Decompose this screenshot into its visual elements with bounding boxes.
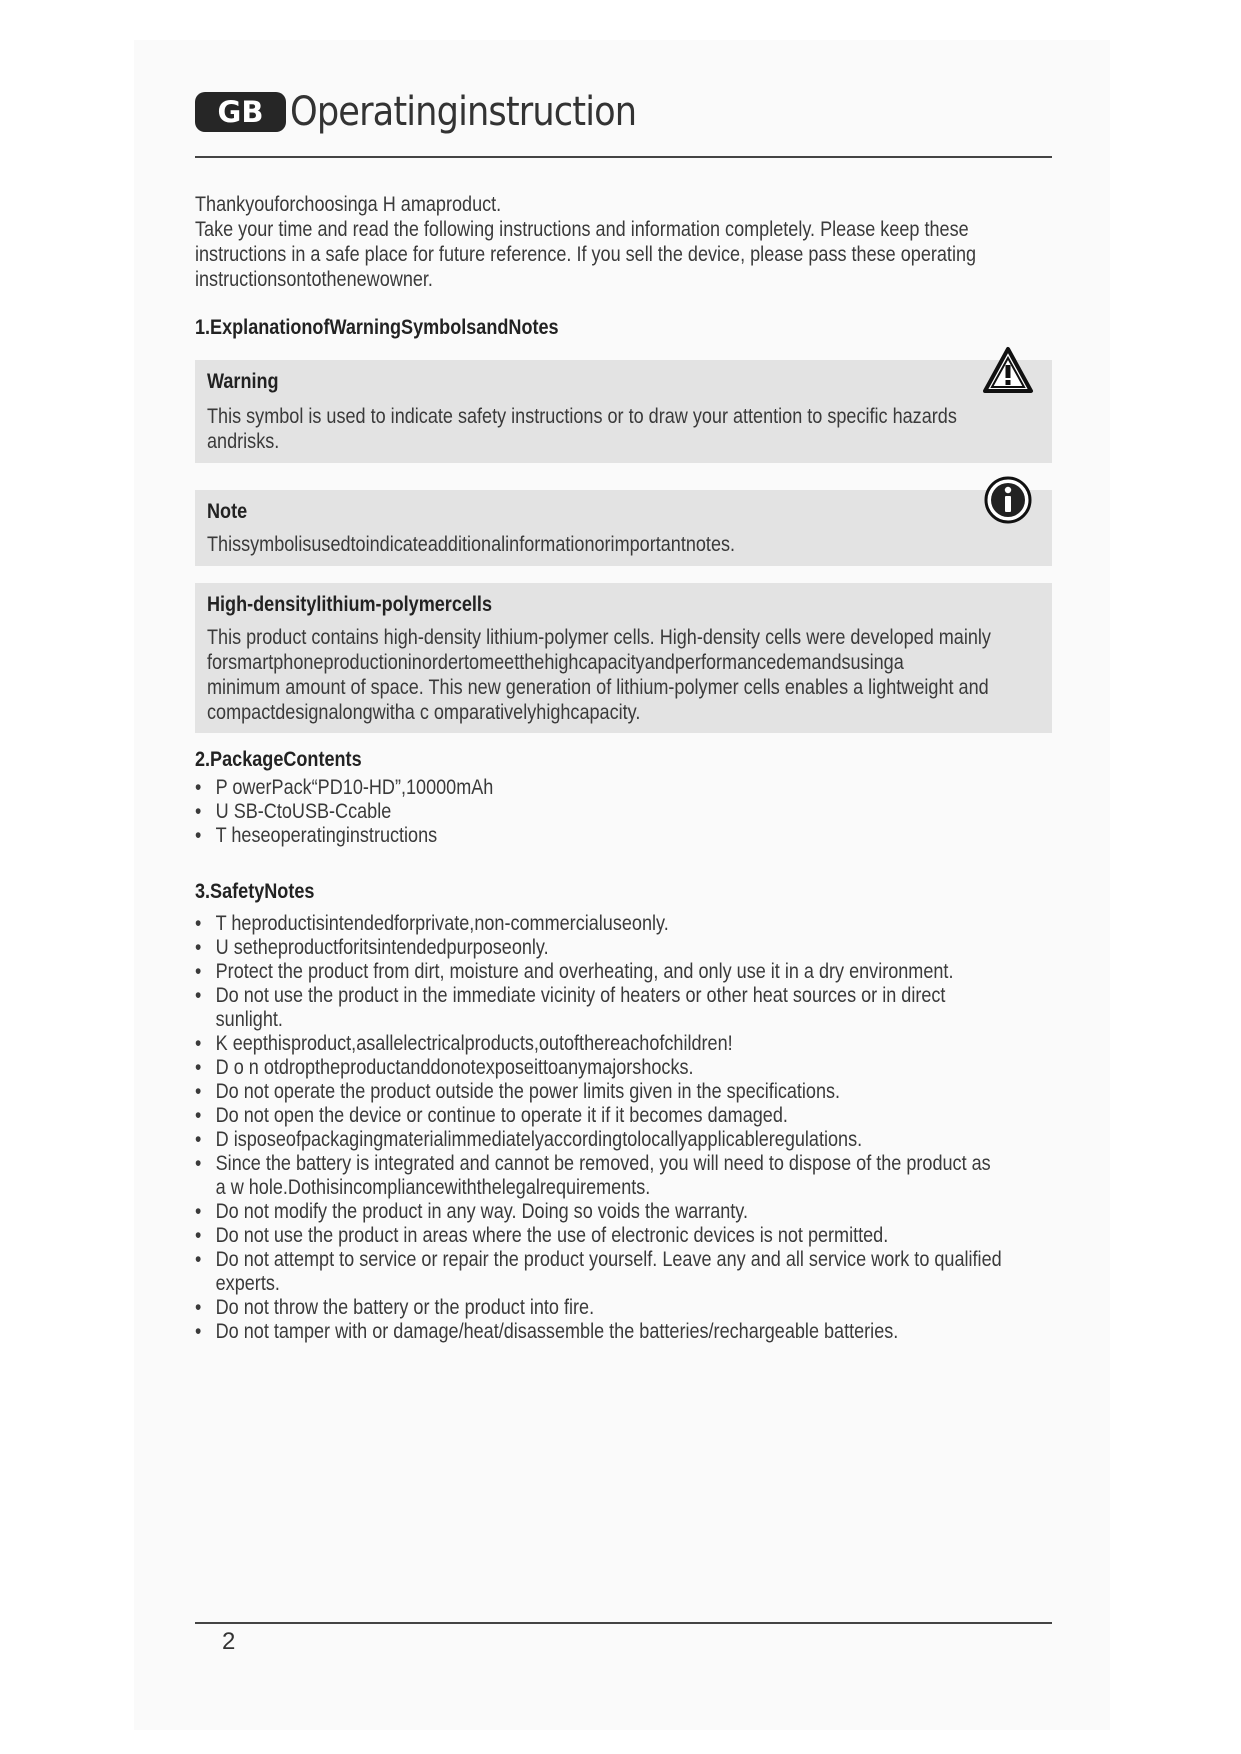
list-item bbox=[195, 1104, 1002, 1128]
page-title: Operatinginstruction bbox=[290, 89, 637, 135]
list-item bbox=[195, 912, 1002, 936]
list-item bbox=[195, 936, 1002, 960]
list-item bbox=[195, 1224, 1002, 1248]
list-item bbox=[195, 800, 493, 824]
header-divider bbox=[195, 156, 1052, 158]
section-heading-package-contents: 2.PackageContents bbox=[195, 748, 362, 771]
list-item bbox=[195, 1032, 1002, 1056]
section-heading-safety-notes: 3.SafetyNotes bbox=[195, 880, 315, 903]
bullet-glyph: • bbox=[195, 776, 202, 799]
list-item bbox=[195, 984, 1002, 1032]
lithium-polymer-text bbox=[207, 625, 991, 725]
warning-text-line: This symbol is used to indicate safety instructions or to draw your attention to specific hazards bbox=[207, 405, 957, 428]
list-item bbox=[195, 1128, 1002, 1152]
list-item-text: Do not tamper with or damage/heat/disassemble the batteries/rechargeable batteries. bbox=[215, 1320, 899, 1343]
list-item bbox=[195, 1320, 1002, 1344]
bullet-glyph: • bbox=[195, 1080, 202, 1103]
warning-box bbox=[195, 360, 1052, 463]
list-item-text: Since the battery is integrated and cannot be removed, you will need to dispose of the product as bbox=[215, 1152, 991, 1175]
list-item-text: U setheproductforitsintendedpurposeonly. bbox=[215, 936, 549, 959]
section-heading-warning-symbols: 1.ExplanationofWarningSymbolsandNotes bbox=[195, 316, 559, 339]
warning-title: Warning bbox=[207, 370, 279, 393]
bullet-glyph: • bbox=[195, 1296, 202, 1319]
list-item-text: T heseoperatinginstructions bbox=[215, 824, 438, 847]
note-text: Thissymbolisusedtoindicateadditionalinformationorimportantnotes. bbox=[207, 533, 736, 556]
list-item bbox=[195, 1248, 1002, 1296]
lithium-polymer-text-line: compactdesignalongwitha c omparativelyhighcapacity. bbox=[207, 701, 641, 724]
list-item-text: Do not operate the product outside the power limits given in the specifications. bbox=[215, 1080, 841, 1103]
bullet-glyph: • bbox=[195, 1224, 202, 1247]
note-title: Note bbox=[207, 500, 248, 523]
list-item-text: Do not throw the battery or the product into fire. bbox=[215, 1296, 595, 1319]
note-box bbox=[195, 490, 1052, 566]
footer-divider bbox=[195, 1622, 1052, 1624]
list-item-text: Do not open the device or continue to operate it if it becomes damaged. bbox=[215, 1104, 788, 1127]
bullet-glyph: • bbox=[195, 824, 202, 847]
bullet-glyph: • bbox=[195, 1104, 202, 1127]
intro-paragraph bbox=[195, 192, 976, 292]
list-item bbox=[195, 1080, 1002, 1104]
list-item-text: U SB-CtoUSB-Ccable bbox=[215, 800, 392, 823]
list-item-text: Protect the product from dirt, moisture and overheating, and only use it in a dry environment. bbox=[215, 960, 954, 983]
list-item bbox=[195, 1056, 1002, 1080]
page-number: 2 bbox=[222, 1628, 236, 1655]
intro-line: Take your time and read the following instructions and information completely. Please keep these bbox=[195, 218, 969, 241]
list-item-text: D isposeofpackagingmaterialimmediatelyaccordingtolocallyapplicableregulations. bbox=[215, 1128, 863, 1151]
warning-triangle-icon bbox=[982, 346, 1034, 399]
list-item bbox=[195, 960, 1002, 984]
lithium-polymer-text-line: minimum amount of space. This new generation of lithium-polymer cells enables a lightweight and bbox=[207, 676, 989, 699]
bullet-glyph: • bbox=[195, 1248, 202, 1271]
bullet-glyph: • bbox=[195, 912, 202, 935]
list-item-text: Do not use the product in the immediate vicinity of heaters or other heat sources or in direct bbox=[215, 984, 946, 1007]
language-badge: GB bbox=[195, 92, 286, 132]
warning-text-line: andrisks. bbox=[207, 430, 280, 453]
intro-line: instructionsontothenewowner. bbox=[195, 268, 433, 291]
list-item bbox=[195, 1200, 1002, 1224]
list-item bbox=[195, 824, 493, 848]
intro-line: instructions in a safe place for future reference. If you sell the device, please pass these operating bbox=[195, 243, 977, 266]
list-item-text: D o n otdroptheproductanddonotexposeittoanymajorshocks. bbox=[215, 1056, 694, 1079]
lithium-polymer-title: High-densitylithium-polymercells bbox=[207, 593, 492, 616]
list-item-text: Do not modify the product in any way. Doing so voids the warranty. bbox=[215, 1200, 749, 1223]
bullet-glyph: • bbox=[195, 1200, 202, 1223]
bullet-glyph: • bbox=[195, 800, 202, 823]
bullet-glyph: • bbox=[195, 1320, 202, 1343]
page-header bbox=[195, 88, 1052, 160]
list-item-text: Do not use the product in areas where the use of electronic devices is not permitted. bbox=[215, 1224, 889, 1247]
list-item-text: Do not attempt to service or repair the product yourself. Leave any and all service work to qualified bbox=[215, 1248, 1002, 1271]
list-item bbox=[195, 1152, 1002, 1200]
bullet-glyph: • bbox=[195, 1128, 202, 1151]
lithium-polymer-text-line: forsmartphoneproductioninordertomeetthehighcapacityandperformancedemandsusinga bbox=[207, 651, 904, 674]
intro-line: Thankyouforchoosinga H amaproduct. bbox=[195, 193, 502, 216]
lithium-polymer-box bbox=[195, 583, 1052, 733]
bullet-glyph: • bbox=[195, 960, 202, 983]
list-item bbox=[195, 776, 493, 800]
list-item-text: T heproductisintendedforprivate,non-commercialuseonly. bbox=[215, 912, 669, 935]
warning-text bbox=[207, 404, 957, 454]
bullet-glyph: • bbox=[195, 1056, 202, 1079]
bullet-glyph: • bbox=[195, 1032, 202, 1055]
bullet-glyph: • bbox=[195, 984, 202, 1007]
info-circle-icon bbox=[984, 476, 1032, 529]
list-item-text: P owerPack“PD10-HD”,10000mAh bbox=[215, 776, 494, 799]
safety-notes-list bbox=[195, 912, 1002, 1344]
bullet-glyph: • bbox=[195, 936, 202, 959]
bullet-glyph: • bbox=[195, 1152, 202, 1175]
list-item bbox=[195, 1296, 1002, 1320]
lithium-polymer-text-line: This product contains high-density lithium-polymer cells. High-density cells were developed mainly bbox=[207, 626, 991, 649]
package-contents-list bbox=[195, 776, 493, 848]
list-item-text: a w hole.Dothisincompliancewiththelegalrequirements. bbox=[215, 1176, 651, 1199]
list-item-text: K eepthisproduct,asallelectricalproducts,outofthereachofchildren! bbox=[215, 1032, 733, 1055]
list-item-text: sunlight. bbox=[215, 1008, 283, 1031]
list-item-text: experts. bbox=[215, 1272, 280, 1295]
